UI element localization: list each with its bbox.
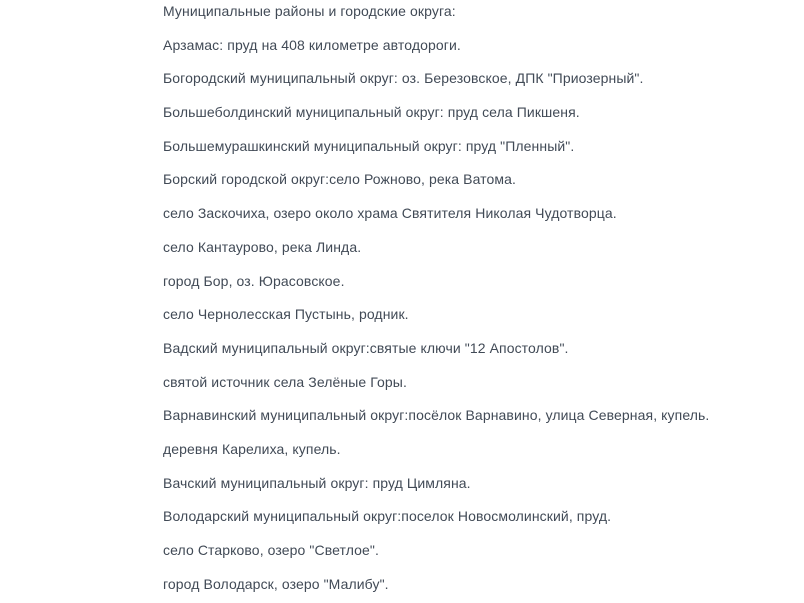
list-item: Вадский муниципальный округ:святые ключи "12 Апостолов". <box>163 339 569 356</box>
list-item: село Чернолесская Пустынь, родник. <box>163 306 409 323</box>
list-item: село Заскочиха, озеро около храма Святителя Николая Чудотворца. <box>163 205 617 222</box>
list-item: святой источник села Зелёные Горы. <box>163 373 407 390</box>
list-item: Вачский муниципальный округ: пруд Цимляна. <box>163 474 471 491</box>
list-heading: Муниципальные районы и городские округа: <box>163 3 456 19</box>
article-text-column <box>163 1 710 594</box>
list-item: Борский городской округ:село Рожново, река Ватома. <box>163 171 516 188</box>
list-item: Варнавинский муниципальный округ:посёлок Варнавино, улица Северная, купель. <box>163 407 710 424</box>
list-item: Большеболдинский муниципальный округ: пруд села Пикшеня. <box>163 104 580 121</box>
list-item: Володарский муниципальный округ:поселок Новосмолинский, пруд. <box>163 508 612 525</box>
list-item: город Володарск, озеро "Малибу". <box>163 575 389 592</box>
list-item: село Старково, озеро "Светлое". <box>163 542 379 558</box>
list-item: село Кантаурово, река Линда. <box>163 238 362 255</box>
list-item: деревня Карелиха, купель. <box>163 440 341 457</box>
list-item: Арзамас: пруд на 408 километре автодороги. <box>163 36 461 53</box>
list-item: город Бор, оз. Юрасовское. <box>163 272 345 289</box>
list-item: Богородский муниципальный округ: оз. Березовское, ДПК "Приозерный". <box>163 70 644 87</box>
list-item: Большемурашкинский муниципальный округ: пруд "Пленный". <box>163 137 575 154</box>
